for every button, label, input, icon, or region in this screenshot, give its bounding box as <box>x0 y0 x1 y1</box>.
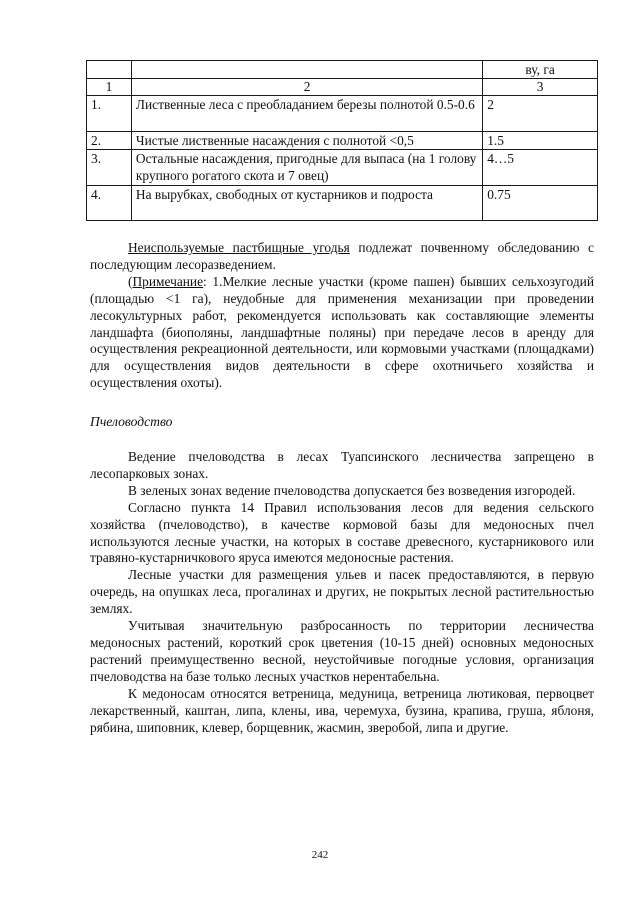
row-number: 1. <box>87 96 132 132</box>
header-cell-empty <box>87 61 132 79</box>
column-number-row <box>87 79 598 96</box>
row-value: 1.5 <box>483 132 598 150</box>
column-number: 3 <box>483 79 598 96</box>
grazing-norms-table <box>86 60 598 221</box>
note-label: Примечание <box>132 273 204 289</box>
note-text: : 1.Мелкие лесные участки (кроме пашен) бывших сельхозугодий (площадью <1 га), неудобные для применения механизации при проведении лесокультурных работ, рекомендуется использовать как составляющие элементы ландшафта (биополяны, ландшафтные поляны) при передаче лесов в аренду для осуществления рекреационной деятельности, или кормовыми участками (площадками) для осуществления видов деятельности в сфере охотничьего хозяйства и осуществления охоты). <box>90 273 594 391</box>
pasture-paragraph <box>90 240 594 274</box>
table-row <box>87 186 598 221</box>
header-cell-empty <box>131 61 482 79</box>
table-row <box>87 150 598 186</box>
table-header-row <box>87 61 598 79</box>
table-row <box>87 132 598 150</box>
row-text: На вырубках, свободных от кустарников и подроста <box>131 186 482 221</box>
column-number: 2 <box>131 79 482 96</box>
pasture-section <box>90 240 594 392</box>
row-number: 2. <box>87 132 132 150</box>
column-number: 1 <box>87 79 132 96</box>
body-paragraph: Лесные участки для размещения ульев и пасек предоставляются, в первую очередь, на опушках леса, прогалинах и других, не покрытых лесной растительностью землях. <box>90 567 594 617</box>
section-heading: Пчеловодство <box>90 414 173 429</box>
table-row <box>87 96 598 132</box>
note-open-paren: ( <box>128 273 133 289</box>
page-number: 242 <box>311 849 329 861</box>
body-paragraph: Согласно пункта 14 Правил использования лесов для ведения сельского хозяйства (пчеловодство), в качестве кормовой базы для медоносных пчел используются лесные участки, на которых в составе древесного, кустарникового или травяно-кустарничкового яруса имеются медоносные растения. <box>90 499 594 566</box>
pasture-text: подлежат почвенному обследованию с последующим лесоразведением. <box>90 240 594 272</box>
row-text: Лиственные леса с преобладанием березы полнотой 0.5-0.6 <box>131 96 482 132</box>
row-number: 3. <box>87 150 132 186</box>
header-cell-unit: ву, га <box>483 61 598 79</box>
body-paragraph: Учитывая значительную разбросанность по территории лесничества медоносных растений, короткий срок цветения (10-15 дней) основных медоносных растений преимущественно весной, неустойчивые погодные условия, организация пчеловодства на базе только лесных участков нерентабельна. <box>90 618 594 684</box>
body-paragraph: В зеленых зонах ведение пчеловодства допускается без возведения изгородей. <box>128 482 576 498</box>
row-value: 4…5 <box>483 150 598 186</box>
row-number: 4. <box>87 186 132 221</box>
row-value: 2 <box>483 96 598 132</box>
row-value: 0.75 <box>483 186 598 221</box>
body-paragraph: К медоносам относятся ветреница, медуница, ветреница лютиковая, первоцвет лекарственный, каштан, липа, клены, ива, черемуха, бузина, крапива, груша, яблоня, рябина, шиповник, клевер, борщевник, жасмин, зверобой, липа и другие. <box>90 685 594 735</box>
beekeeping-section <box>90 449 594 736</box>
row-text: Чистые лиственные насаждения с полнотой <0,5 <box>131 132 482 150</box>
body-paragraph: Ведение пчеловодства в лесах Туапсинского лесничества запрещено в лесопарковых зонах. <box>90 449 594 481</box>
row-text: Остальные насаждения, пригодные для выпаса (на 1 голову крупного рогатого скота и 7 овец) <box>131 150 482 186</box>
pasture-term: Неиспользуемые пастбищные угодья <box>128 240 350 255</box>
note-paragraph <box>90 274 594 392</box>
